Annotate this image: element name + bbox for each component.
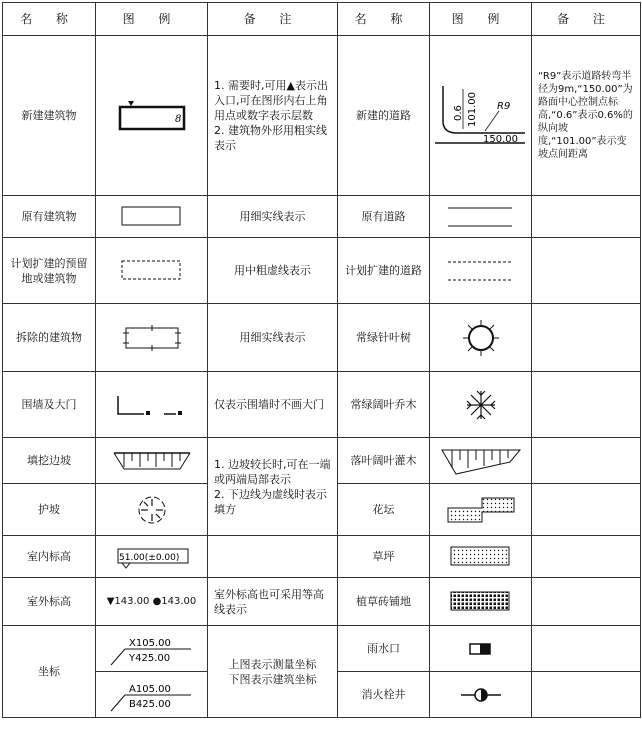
existing-building-icon xyxy=(120,205,184,229)
building-b-label: B425.00 xyxy=(128,698,171,710)
row-name: 常绿阔叶乔木 xyxy=(338,372,430,438)
existing-road-symbol xyxy=(430,196,532,238)
lawn-icon xyxy=(449,545,513,569)
row-note: 1. 需要时,可用▲表示出入口,可在图形内右上角用点或数字表示层数 2. 建筑物外形用粗实线表示 xyxy=(208,36,338,196)
shrub-symbol xyxy=(430,438,532,484)
grass-brick-icon xyxy=(449,590,513,614)
row-name: 围墙及大门 xyxy=(3,372,96,438)
existing-road-icon xyxy=(446,204,516,230)
row-note: “R9”表示道路转弯半径为9m,“150.00”为路面中心控制点标高,“0.6”表示0.6%的纵向坡度,“101.00”表示变坡点间距离 xyxy=(532,36,641,196)
row-name: 护坡 xyxy=(3,484,96,536)
row-note: 1. 边坡较长时,可在一端或两端局部表示 2. 下边线为虚线时表示填方 xyxy=(208,438,338,536)
row-name: 原有道路 xyxy=(338,196,430,238)
building-a-label: A105.00 xyxy=(128,683,171,695)
header-note-left: 备 注 xyxy=(208,3,338,36)
rain-inlet-symbol xyxy=(430,626,532,672)
building-coordinate-icon xyxy=(107,677,197,713)
survey-x-label: X105.00 xyxy=(128,637,171,649)
floor-count-label: 8 xyxy=(174,113,181,125)
row-note: 用中粗虚线表示 xyxy=(208,238,338,304)
shrub-icon xyxy=(438,446,524,476)
wall-gate-icon xyxy=(114,390,190,420)
row-name: 填挖边坡 xyxy=(3,438,96,484)
row-name: 花坛 xyxy=(338,484,430,536)
indoor-elevation-symbol xyxy=(96,536,208,578)
demolished-building-symbol xyxy=(96,304,208,372)
conifer-symbol xyxy=(430,304,532,372)
row-name: 消火栓井 xyxy=(338,672,430,718)
row-name: 雨水口 xyxy=(338,626,430,672)
new-road-symbol xyxy=(430,36,532,196)
indoor-elevation-icon xyxy=(102,545,202,569)
table-row xyxy=(3,626,641,672)
row-note: 用细实线表示 xyxy=(208,196,338,238)
row-name: 计划扩建的道路 xyxy=(338,238,430,304)
planned-road-symbol xyxy=(430,238,532,304)
legend-table xyxy=(2,2,641,718)
broadleaf-tree-icon xyxy=(461,385,501,425)
new-building-symbol xyxy=(96,36,208,196)
new-road-icon xyxy=(433,81,529,151)
survey-y-label: Y425.00 xyxy=(128,652,170,664)
new-building-icon xyxy=(117,98,187,134)
table-row xyxy=(3,372,641,438)
grass-brick-symbol xyxy=(430,578,532,626)
planned-building-icon xyxy=(120,259,184,283)
row-note: 仅表示围墙时不画大门 xyxy=(208,372,338,438)
rain-inlet-icon xyxy=(466,641,496,657)
demolished-building-icon xyxy=(120,322,184,354)
table-row xyxy=(3,536,641,578)
lawn-symbol xyxy=(430,536,532,578)
row-name: 拆除的建筑物 xyxy=(3,304,96,372)
elevation-label: 101.00 xyxy=(466,91,478,127)
table-row xyxy=(3,196,641,238)
row-name: 计划扩建的预留地或建筑物 xyxy=(3,238,96,304)
flowerbed-icon xyxy=(446,494,516,526)
row-name: 坐标 xyxy=(3,626,96,718)
row-name: 新建的道路 xyxy=(338,36,430,196)
row-note: 上图表示测量坐标 下图表示建筑坐标 xyxy=(208,626,338,718)
row-name: 新建建筑物 xyxy=(3,36,96,196)
row-name: 室外标高 xyxy=(3,578,96,626)
slope-protection-icon xyxy=(132,490,172,530)
header-legend-right: 图 例 xyxy=(430,3,532,36)
header-legend-left: 图 例 xyxy=(96,3,208,36)
table-row xyxy=(3,36,641,196)
conifer-tree-icon xyxy=(461,318,501,358)
radius-label: R9 xyxy=(496,100,510,112)
hydrant-well-icon xyxy=(459,685,503,705)
header-row xyxy=(3,3,641,36)
row-note: 室外标高也可采用等高线表示 xyxy=(208,578,338,626)
row-name: 植草砖铺地 xyxy=(338,578,430,626)
outdoor-elevation-label: ▼143.00 ●143.00 xyxy=(96,578,208,626)
embankment-icon xyxy=(112,449,192,473)
hydrant-well-symbol xyxy=(430,672,532,718)
survey-coordinate-icon xyxy=(107,631,197,667)
slope-label: 0.6 xyxy=(452,104,464,121)
row-name: 室内标高 xyxy=(3,536,96,578)
row-name: 草坪 xyxy=(338,536,430,578)
survey-coordinate-symbol xyxy=(96,626,208,672)
row-name: 常绿针叶树 xyxy=(338,304,430,372)
table-row xyxy=(3,304,641,372)
header-note-right: 备 注 xyxy=(532,3,641,36)
table-row xyxy=(3,438,641,484)
indoor-elevation-label: 51.00(±0.00) xyxy=(118,552,179,563)
header-name-left: 名 称 xyxy=(3,3,96,36)
broadleaf-symbol xyxy=(430,372,532,438)
flowerbed-symbol xyxy=(430,484,532,536)
table-row xyxy=(3,238,641,304)
planned-road-icon xyxy=(446,258,516,284)
existing-building-symbol xyxy=(96,196,208,238)
planned-building-symbol xyxy=(96,238,208,304)
row-note: 用细实线表示 xyxy=(208,304,338,372)
header-name-right: 名 称 xyxy=(338,3,430,36)
embankment-symbol xyxy=(96,438,208,484)
wall-gate-symbol xyxy=(96,372,208,438)
table-row xyxy=(3,578,641,626)
slope-protection-symbol xyxy=(96,484,208,536)
row-name: 落叶阔叶灌木 xyxy=(338,438,430,484)
distance-label: 150.00 xyxy=(482,133,518,145)
row-name: 原有建筑物 xyxy=(3,196,96,238)
building-coordinate-symbol xyxy=(96,672,208,718)
